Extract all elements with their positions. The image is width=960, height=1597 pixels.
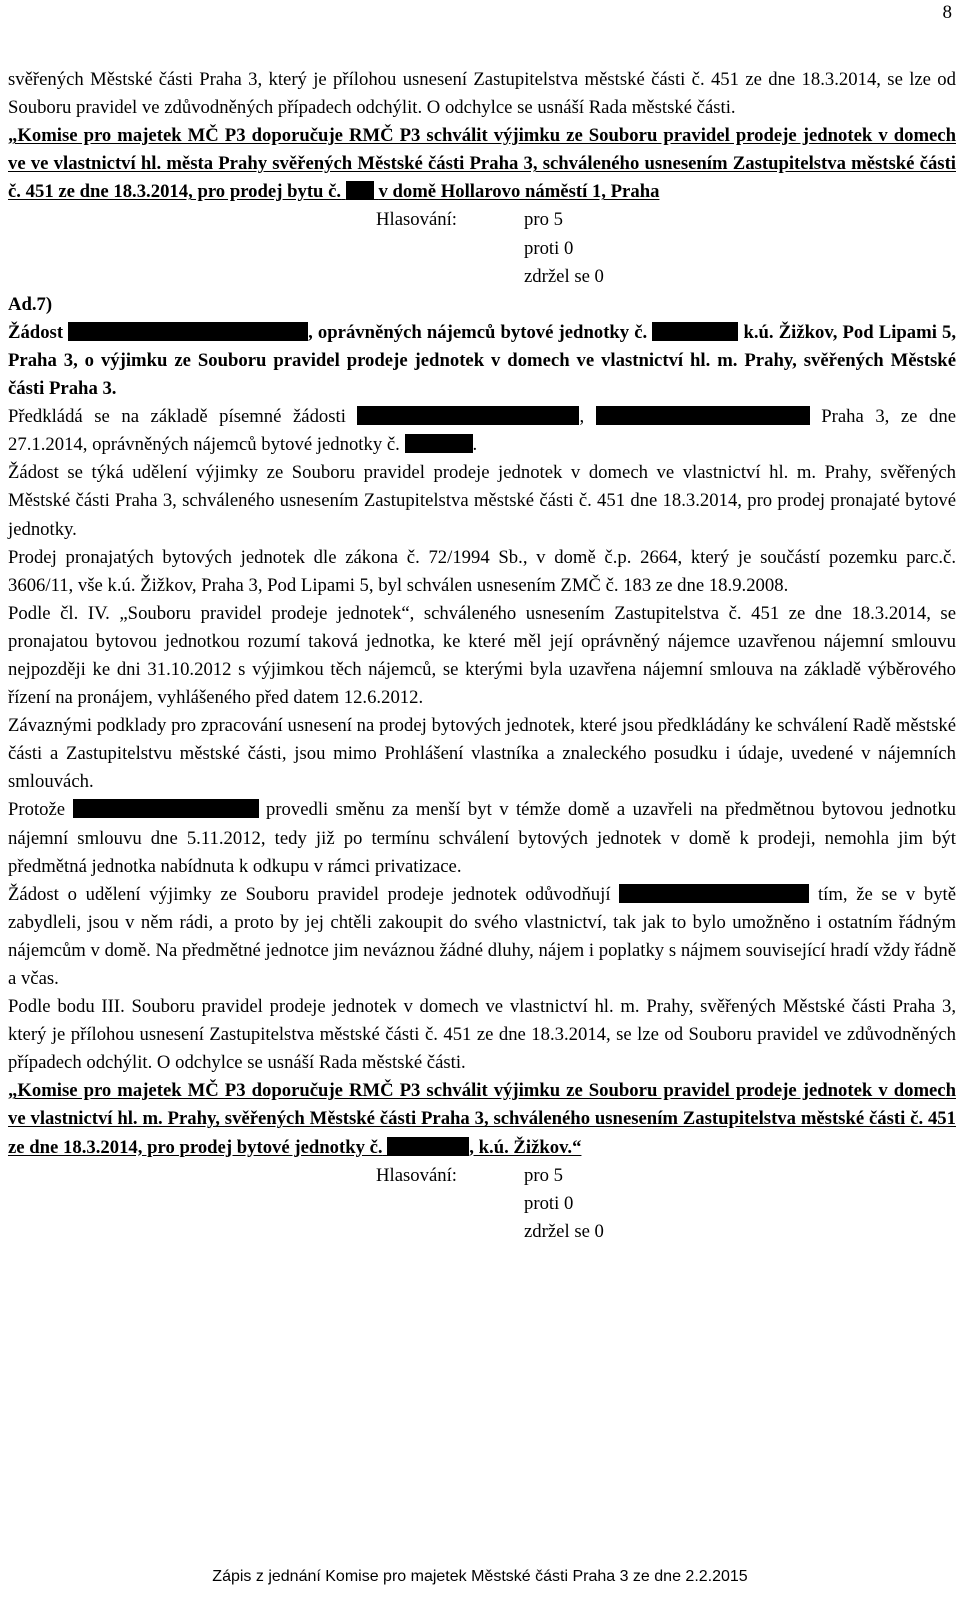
paragraph: Podle bodu III. Souboru pravidel prodeje jednotek v domech ve vlastnictví hl. m. Prahy, svěřených Městské části Praha 3, který je přílohou usnesení Zastupitelstva městské části č. 451 ze dne 18.3.2014, se lze od Souboru pravidel ve zdůvodněných případech odchýlit. O odchylce se usnáší Rada městské části. <box>8 996 956 1074</box>
redaction-block <box>357 406 579 425</box>
document-body <box>8 66 956 1246</box>
vote-label: Hlasování: <box>376 209 457 231</box>
paragraph: Předkládá se na základě písemné žádosti , Praha 3, ze dne 27.1.2014, oprávněných nájemců bytové jednotky č. . <box>8 406 957 456</box>
vote-pro: pro 5 <box>524 1164 563 1186</box>
section-heading: Žádost , oprávněných nájemců bytové jednotky č. k.ú. Žižkov, Pod Lipami 5, Praha 3, o výjimku ze Souboru pravidel prodeje jednotek v domech ve vlastnictví hl. m. Prahy, svěřených Městské části Praha 3. <box>8 321 957 400</box>
redaction-block <box>652 322 738 341</box>
section-number: Ad.7) <box>8 293 53 315</box>
paragraph: Závaznými podklady pro zpracování usnesení na prodej bytových jednotek, které jsou předkládány ke schválení Radě městské části a Zastupitelstvu městské části, jsou mimo Prohlášení vlastníka a znaleckého posudku i údaje, uvedené v nájemních smlouvách. <box>8 715 956 793</box>
paragraph: Podle čl. IV. „Souboru pravidel prodeje jednotek“, schváleného usnesením Zastupitelstva č. 451 ze dne 18.3.2014, se pronajatou bytovou jednotkou rozumí taková jednotka, ke které měl její oprávněný nájemce uzavřenou nájemní smlouvu nejpozději ke dni 31.10.2012 s výjimkou těch nájemců, se kterými byla uzavřena nájemní smlouva na základě výběrového řízení na pronájem, vyhlášeného před datem 12.6.2012. <box>8 602 956 709</box>
paragraph: Prodej pronajatých bytových jednotek dle zákona č. 72/1994 Sb., v domě č.p. 2664, který je součástí pozemku parc.č. 3606/11, vše k.ú. Žižkov, Praha 3, Pod Lipami 5, byl schválen usnesením ZMČ č. 183 ze dne 18.9.2008. <box>8 546 956 596</box>
vote-proti: proti 0 <box>524 237 574 259</box>
redaction-block <box>68 322 308 341</box>
vote-zdrzel: zdržel se 0 <box>524 265 604 287</box>
redaction-block <box>596 406 810 425</box>
vote-proti: proti 0 <box>524 1192 574 1214</box>
page-number: 8 <box>942 2 952 23</box>
redaction-block <box>619 884 809 903</box>
redaction-block <box>387 1137 469 1156</box>
redaction-block <box>405 434 473 453</box>
vote-label: Hlasování: <box>376 1164 457 1186</box>
redaction-block <box>73 799 259 818</box>
vote-block-1 <box>8 206 956 290</box>
recommendation-2: „Komise pro majetek MČ P3 doporučuje RMČ P3 schválit výjimku ze Souboru pravidel prodeje jednotek v domech ve vlastnictví hl. m. Prahy, svěřených Městské části Praha 3, schváleného usnesením Zastupitelstva městské části č. 451 ze dne 18.3.2014, pro prodej bytové jednotky č. , k.ú. Žižkov.“ <box>8 1080 956 1158</box>
vote-pro: pro 5 <box>524 209 563 231</box>
paragraph: Žádost o udělení výjimky ze Souboru pravidel prodeje jednotek odůvodňují tím, že se v bytě zabydleli, jsou v něm rádi, a proto by jej chtěli zakoupit do svého vlastnictví, tak jak to bylo umožněno i ostatním řádným nájemcům v domě. Na předmětné jednotce jim neváznou žádné dluhy, nájem i poplatky s nájmem související hradí vždy řádně a včas. <box>8 883 957 989</box>
paragraph: Protože provedli směnu za menší byt v témže domě a uzavřeli na předmětnou bytovou jednotku nájemní smlouvu dne 5.11.2012, tedy již po termínu schválení bytových jednotek v domě k prodeji, nemohla jim být předmětná jednotka nabídnuta k odkupu v rámci privatizace. <box>8 799 957 877</box>
vote-block-2 <box>8 1162 956 1246</box>
page-footer: Zápis z jednání Komise pro majetek Městské části Praha 3 ze dne 2.2.2015 <box>212 1568 748 1585</box>
recommendation-1: „Komise pro majetek MČ P3 doporučuje RMČ P3 schválit výjimku ze Souboru pravidel prodeje jednotek v domech ve ve vlastnictví hl. města Prahy svěřených Městské části Praha 3, schváleného usnesením Zastupitelstva městské části č. 451 ze dne 18.3.2014, pro prodej bytu č. v domě Hollarovo náměstí 1, Praha <box>8 125 956 203</box>
vote-zdrzel: zdržel se 0 <box>524 1220 604 1242</box>
paragraph: svěřených Městské části Praha 3, který je přílohou usnesení Zastupitelstva městské části č. 451 ze dne 18.3.2014, se lze od Souboru pravidel ve zdůvodněných případech odchýlit. O odchylce se usnáší Rada městské části. <box>8 69 956 119</box>
redaction-block <box>346 181 374 200</box>
paragraph: Žádost se týká udělení výjimky ze Souboru pravidel prodeje jednotek v domech ve vlastnictví hl. m. Prahy, svěřených Městské části Praha 3, schváleného usnesením Zastupitelstva městské části č. 451 dne 18.3.2014, pro prodej pronajaté bytové jednotky. <box>8 462 956 540</box>
